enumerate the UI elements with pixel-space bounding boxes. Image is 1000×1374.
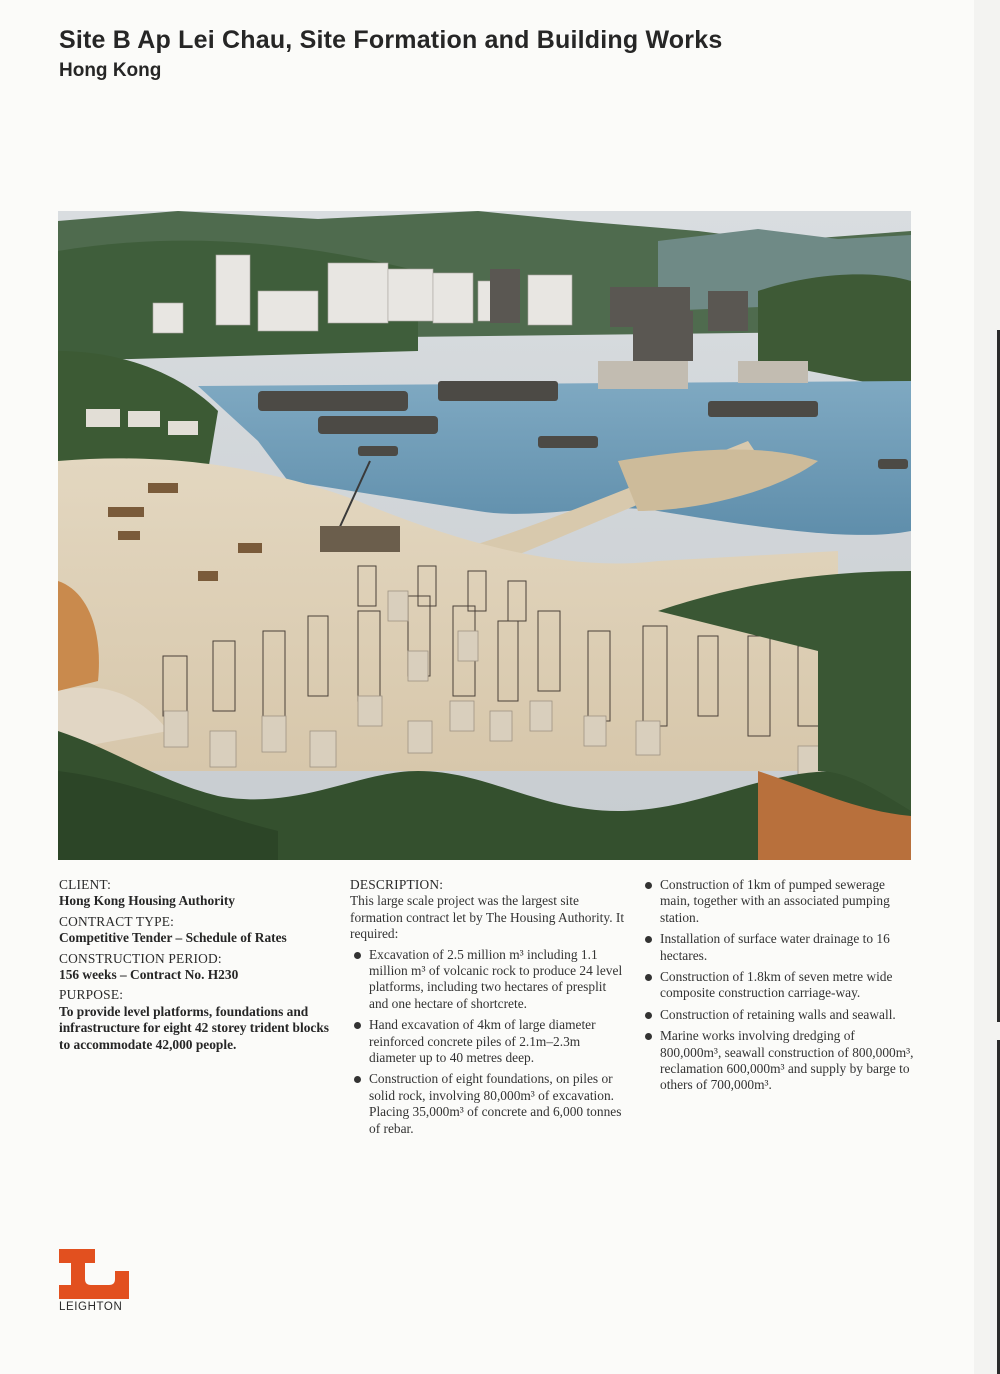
logo-text: LEIGHTON bbox=[59, 1301, 123, 1313]
construction-period-label: CONSTRUCTION PERIOD: bbox=[59, 950, 222, 966]
purpose-label: PURPOSE: bbox=[59, 987, 124, 1003]
description-bullet: Hand excavation of 4km of large diameter reinforced concrete piles of 2.1m–2.3m diameter up to 40 metres deep. bbox=[350, 1017, 626, 1066]
page-title: Site B Ap Lei Chau, Site Formation and Building Works bbox=[59, 26, 723, 54]
description-bullet: Excavation of 2.5 million m³ including 1.1 million m³ of volcanic rock to produce 24 level platforms, including two hectares of presplit and one hectare of shortcrete. bbox=[350, 947, 626, 1013]
contract-type-value: Competitive Tender – Schedule of Rates bbox=[59, 930, 287, 946]
description-continued bbox=[641, 877, 917, 1099]
description-section bbox=[350, 877, 626, 1142]
description-list-b bbox=[641, 877, 917, 1094]
construction-period-value: 156 weeks – Contract No. H230 bbox=[59, 967, 239, 983]
description-bullet: Installation of surface water drainage to 16 hectares. bbox=[641, 931, 917, 964]
page-subtitle: Hong Kong bbox=[59, 60, 162, 81]
description-bullet: Construction of retaining walls and seawall. bbox=[641, 1007, 917, 1023]
purpose-value: To provide level platforms, foundations and infrastructure for eight 42 storey trident blocks to accommodate 42,000 people. bbox=[59, 1003, 330, 1052]
client-value: Hong Kong Housing Authority bbox=[59, 893, 235, 909]
contract-type-label: CONTRACT TYPE: bbox=[59, 913, 175, 929]
description-label: DESCRIPTION: bbox=[350, 877, 444, 892]
project-details bbox=[59, 877, 335, 1057]
description-bullet: Construction of eight foundations, on piles or solid rock, involving 80,000m³ of excavation. Placing 35,000m³ of concrete and 6,000 tonnes of rebar. bbox=[350, 1071, 626, 1137]
description-intro: This large scale project was the largest site formation contract let by The Housing Authority. It required: bbox=[350, 893, 625, 942]
description-bullet: Construction of 1km of pumped sewerage main, together with an associated pumping station. bbox=[641, 877, 917, 926]
leighton-logo-icon bbox=[59, 1249, 129, 1299]
construction-site-photo bbox=[58, 211, 911, 860]
description-bullet: Marine works involving dredging of 800,000m³, seawall construction of 800,000m³, reclamation 600,000m³ and supply by barge to others of 700,000m³. bbox=[641, 1028, 917, 1094]
description-list-a bbox=[350, 947, 626, 1137]
description-bullet: Construction of 1.8km of seven metre wide composite construction carriage-way. bbox=[641, 969, 917, 1002]
client-label: CLIENT: bbox=[59, 877, 112, 892]
